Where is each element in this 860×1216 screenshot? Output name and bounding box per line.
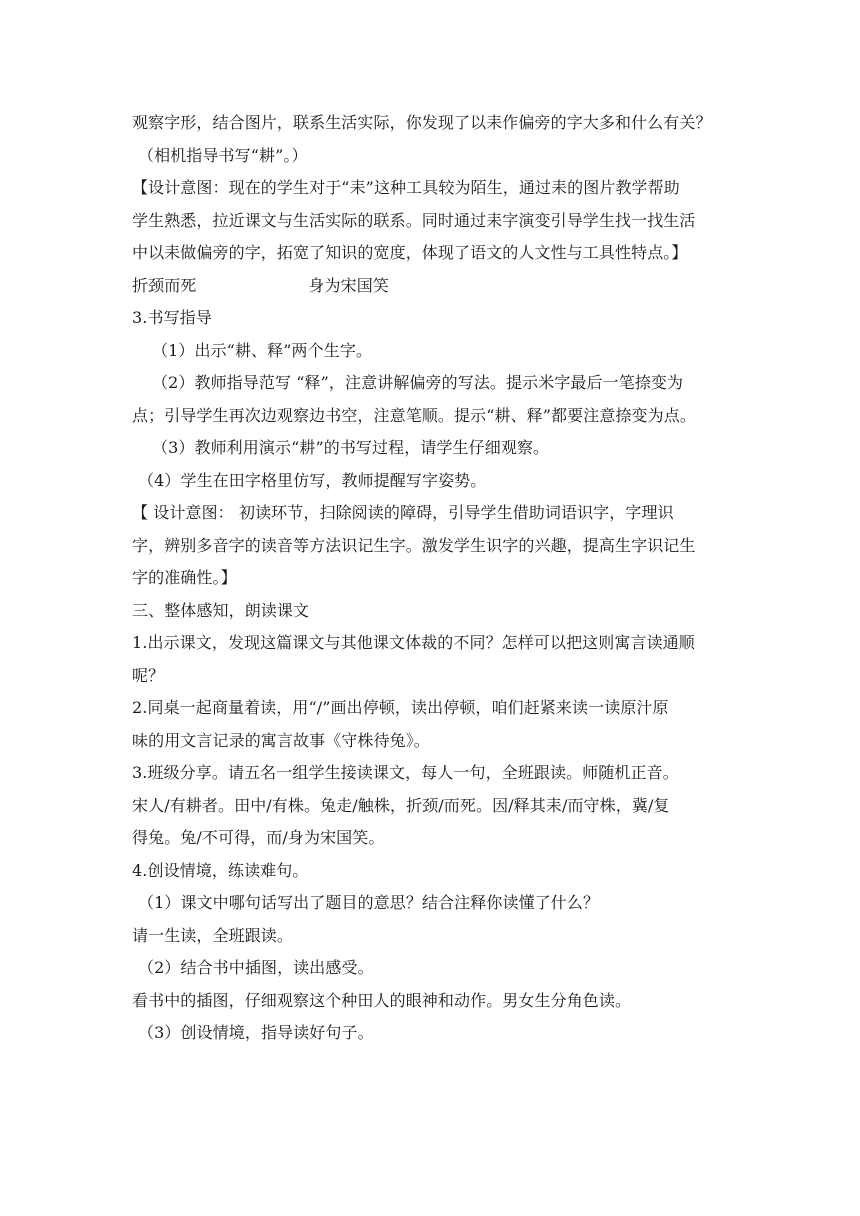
- design-intent-line: 学生熟悉，拉近课文与生活实际的联系。同时通过耒字演变引导学生找一找生活: [132, 210, 696, 230]
- step-line: （1）出示“耕、释”两个生字。: [152, 340, 373, 360]
- step-line: 看书中的插图，仔细观察这个种田人的眼神和动作。男女生分角色读。: [132, 990, 632, 1010]
- step-line: （2）结合书中插图，读出感受。: [138, 958, 374, 977]
- paragraph-line: 观察字形，结合图片，联系生活实际，你发现了以耒作偏旁的字大多和什么有关？: [132, 113, 712, 132]
- design-intent-line: 【 设计意图： 初读环节，扫除阅读的障碍，引导学生借助词语识字，字理识: [132, 503, 674, 522]
- step-line: 4.创设情境，练读难句。: [132, 860, 309, 880]
- step-line: （1）课文中哪句话写出了题目的意思？结合注释你读懂了什么？: [138, 893, 600, 912]
- section-heading: 3.书写指导: [132, 308, 212, 327]
- step-line: （2）教师指导范写 “释”，注意讲解偏旁的写法。提示米字最后一笔捺变为: [152, 373, 684, 392]
- phrase-left: 折颈而死: [132, 275, 197, 295]
- paragraph-line: （相机指导书写“耕”。）: [138, 145, 308, 165]
- step-line: 呢？: [132, 665, 165, 685]
- step-line: 请一生读，全班跟读。: [132, 925, 294, 945]
- classical-text-line: 得兔。兔/不可得，而/身为宋国笑。: [132, 828, 385, 847]
- design-intent-line: 字的准确性。】: [132, 568, 237, 587]
- phrase-row: [132, 270, 742, 303]
- document-body: [132, 107, 742, 1050]
- step-line: 点；引导学生再次边观察边书空，注意笔顺。提示“耕、释”都要注意捺变为点。: [132, 405, 696, 425]
- step-line: 味的用文言记录的寓言故事《守株待兔》。: [132, 730, 430, 750]
- step-line: 3.班级分享。请五名一组学生接读课文，每人一句，全班跟读。师随机正音。: [132, 763, 679, 782]
- phrase-right: 身为宋国笑: [308, 275, 389, 295]
- step-line: （3）教师利用演示“耕”的书写过程，请学生仔细观察。: [152, 438, 550, 457]
- step-line: （3）创设情境，指导读好句子。: [138, 1023, 374, 1042]
- step-line: （4）学生在田字格里仿写，教师提醒写字姿势。: [138, 470, 487, 490]
- design-intent-line: 字，辨别多音字的读音等方法识记生字。激发学生识字的兴趣，提高生字识记生: [132, 535, 696, 555]
- section-heading: 三、整体感知，朗读课文: [132, 600, 310, 620]
- step-line: 1.出示课文，发现这篇课文与其他课文体裁的不同？怎样可以把这则寓言读通顺: [132, 633, 695, 652]
- design-intent-line: 中以耒做偏旁的字，拓宽了知识的宽度，体现了语文的人文性与工具性特点。】: [132, 243, 688, 262]
- design-intent-line: 【设计意图：现在的学生对于“耒”这种工具较为陌生，通过耒的图片教学帮助: [132, 178, 680, 197]
- classical-text-line: 宋人/有耕者。田中/有株。兔走/触株，折颈/而死。因/释其耒/而守株，冀/复: [132, 795, 670, 815]
- step-line: 2.同桌一起商量着读，用“/”画出停顿，读出停顿，咱们赶紧来读一读原汁原: [132, 698, 669, 717]
